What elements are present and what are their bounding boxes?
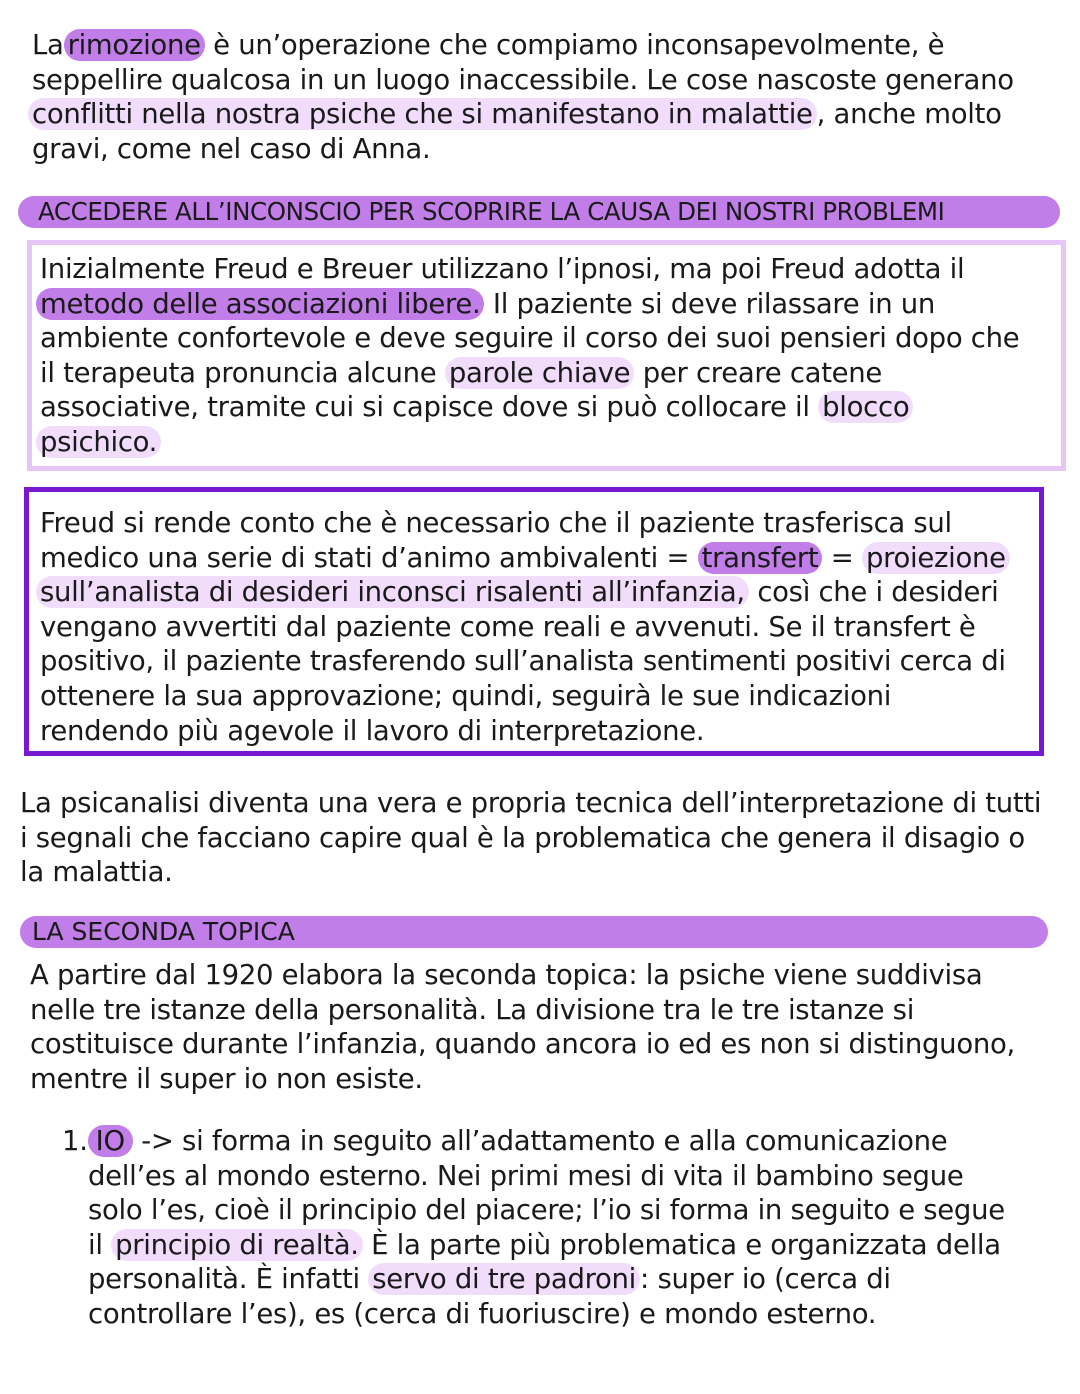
list-line: dell’es al mondo esterno. Nei primi mesi di vita il bambino segue [88, 1159, 964, 1192]
para2-line: i segnali che facciano capire qual è la problematica che genera il disagio o [20, 821, 1025, 854]
list-line: solo l’es, cioè il principio del piacere; l’io si forma in seguito e segue [88, 1194, 1005, 1227]
highlight-metodo: metodo delle associazioni libere. [36, 288, 484, 320]
box1-line: il terapeuta pronuncia alcune [40, 356, 445, 389]
intro-text: , anche molto [816, 98, 1002, 131]
para2-line: La psicanalisi diventa una vera e propria tecnica dell’interpretazione di tutti [20, 787, 1042, 819]
list-line: -> si forma in seguito all’adattamento e alla comunicazione [132, 1125, 948, 1157]
para2-line: la malattia. [20, 856, 173, 889]
list-item [62, 1124, 1072, 1332]
highlight-psichico: psichico. [36, 426, 161, 458]
list-number: 1. [62, 1125, 88, 1157]
section-heading-inconscio [18, 196, 1060, 228]
box2-line: vengano avvertiti dal paziente come reali e avvenuti. Se il transfert è [40, 610, 976, 643]
box1-line: per creare catene [634, 356, 883, 389]
transfert-text [40, 506, 1040, 748]
list-line: È la parte più problematica e organizzata della [362, 1228, 1001, 1261]
box1-line: Il paziente si deve rilassare in un [484, 287, 936, 320]
highlight-proiezione: proiezione [862, 542, 1010, 574]
box2-line: ottenere la sua approvazione; quindi, seguirà le sue indicazioni [40, 679, 892, 712]
box2-line: Freud si rende conto che è necessario che il paziente trasferisca sul [40, 507, 952, 539]
box1-line: associative, tramite cui si capisce dove si può collocare il [40, 391, 819, 424]
highlight-sull-analista: sull’analista di desideri inconsci risalenti all’infanzia, [36, 576, 749, 608]
box2-line: = [822, 541, 862, 574]
section-heading-seconda-topica [20, 916, 1048, 948]
box2-line: positivo, il paziente trasferendo sull’analista sentimenti positivi cerca di [40, 645, 1006, 678]
para3-line: mentre il super io non esiste. [30, 1062, 423, 1095]
intro-text: gravi, come nel caso di Anna. [32, 132, 431, 165]
heading-text: LA SECONDA TOPICA [32, 917, 295, 946]
psicanalisi-paragraph [20, 786, 1070, 890]
box2-line: medico una serie di stati d’animo ambivalenti = [40, 541, 698, 574]
heading-text: ACCEDERE ALL’INCONSCIO PER SCOPRIRE LA CAUSA DEI NOSTRI PROBLEMI [38, 197, 945, 226]
seconda-topica-paragraph [30, 958, 1070, 1096]
box2-line: così che i desideri [748, 576, 999, 609]
intro-paragraph [32, 28, 1062, 166]
box2-line: rendendo più agevole il lavoro di interpretazione. [40, 714, 705, 747]
highlight-transfert: transfert [698, 542, 823, 574]
highlight-io: IO [88, 1125, 133, 1157]
associazioni-libere-text [40, 252, 1060, 460]
highlight-parole-chiave: parole chiave [445, 357, 634, 389]
para3-line: nelle tre istanze della personalità. La divisione tra le tre istanze si [30, 993, 915, 1026]
list-line: il [88, 1228, 112, 1261]
highlight-blocco: blocco [818, 391, 913, 423]
highlight-principio-realta: principio di realtà. [111, 1229, 363, 1261]
highlight-conflitti: conflitti nella nostra psiche che si manifestano in malattie [28, 98, 817, 130]
intro-text: è un’operazione che compiamo inconsapevolmente, è [204, 29, 945, 61]
para3-line: costituisce durante l’infanzia, quando ancora io ed es non si distinguono, [30, 1028, 1015, 1061]
list-line: personalità. È infatti [88, 1263, 369, 1296]
highlight-servo-tre-padroni: servo di tre padroni [368, 1263, 640, 1295]
list-line: : super io (cerca di [640, 1263, 891, 1296]
box1-line: Inizialmente Freud e Breuer utilizzano l’ipnosi, ma poi Freud adotta il [40, 253, 965, 285]
list-line: controllare l’es), es (cerca di fuoriuscire) e mondo esterno. [88, 1297, 877, 1330]
para3-line: A partire dal 1920 elabora la seconda topica: la psiche viene suddivisa [30, 959, 983, 991]
box1-line: ambiente confortevole e deve seguire il corso dei suoi pensieri dopo che [40, 322, 1020, 355]
intro-text: La [32, 29, 64, 61]
intro-text: seppellire qualcosa in un luogo inaccessibile. Le cose nascoste generano [32, 63, 1014, 96]
highlight-rimozione: rimozione [64, 29, 205, 61]
